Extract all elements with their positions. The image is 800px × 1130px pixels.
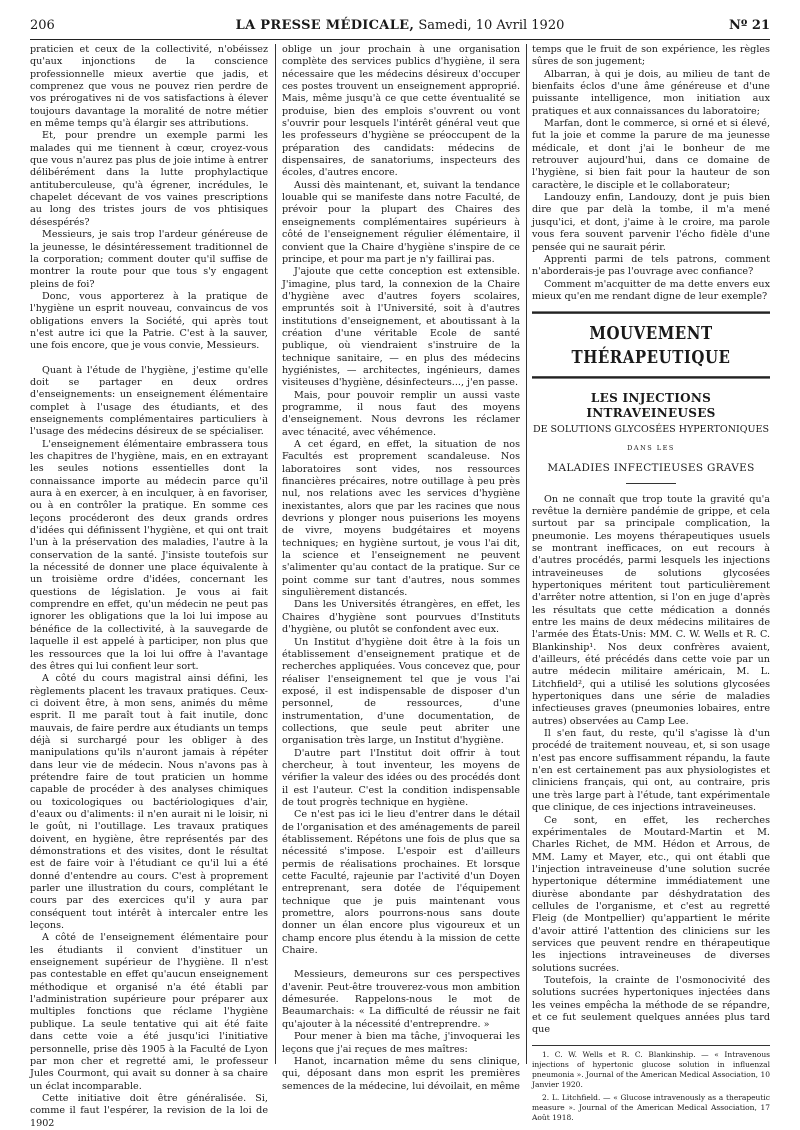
column-divider-2: [526, 44, 527, 1064]
paragraph: oblige un jour prochain à une organisation complète des services publics d'hygiène, il sera nécessaire que les médecins désireux d'occuper ces postes trouvent un enseignement approprié. Mais, même jusqu'à ce que cette éventualité se produise, bien des emplois s'ouvrent ou vont s'ouvrir pour lesquels l'intérêt général veut que les professeurs d'hygiène se préoccupent de la préparation des candidats: médecins de dispensaires, de sanatoriums, inspecteurs des écoles, d'autres encore.: [282, 44, 520, 179]
paragraph: Marfan, dont le commerce, si orné et si élevé, fut la joie et comme la parure de ma jeunesse médicale, et dont j'ai le bonheur de me retrouver aujourd'hui, dans ce domaine de l'hygiène, si bien fait pour la hauteur de son caractère, le disciple et le collaborateur;: [532, 118, 770, 191]
paragraph: Aussi dès maintenant, et, suivant la tendance louable qui se manifeste dans notre Faculté, de prévoir pour la plupart des Chaires des enseignements complémentaires supérieurs à côté de l'enseignement régulier élémentaire, il convient que la Chaire d'hygiène s'inspire de ce principe, et pour ma part je n'y faillirai pas.: [282, 179, 520, 265]
column-divider-1: [275, 44, 276, 1064]
article-connector: DANS LES: [627, 444, 675, 453]
paragraph: Landouzy enfin, Landouzy, dont je puis bien dire que par delà la tombe, il m'a mené jusqu'ici, et dont, j'aime à le croire, ma parole vous fera souvent parvenir l'écho fidèle d'une pensée qui ne saurait périr.: [532, 192, 770, 253]
paragraph: temps que le fruit de son expérience, les règles sûres de son jugement;: [532, 44, 770, 68]
title-rule: [626, 483, 676, 484]
paragraph: Messieurs, demeurons sur ces perspectives d'avenir. Peut-être trouverez-vous mon ambition démesurée. Rappelons-nous le mot de Beaumarchais: « La difficulté de réussir ne fait qu'ajouter à la nécessité d'entreprendre. »: [282, 969, 520, 1030]
paragraph: Et, pour prendre un exemple parmi les malades qui me tiennent à cœur, croyez-vous que vous n'aurez pas plus de joie intime à entrer délibérément dans la lutte prophylactique antituberculeuse, qu'à égrener, incrédules, le chapelet décevant de vos vaines prescriptions au long des tristes jours de vos phtisiques désespérés?: [30, 130, 268, 228]
footnote: 1. C. W. Wells et R. C. Blankinship. — « Intravenous injections of hypertonic glucose solution in influenzal pneumonia ». Journal of the American Medical Association, 10 Janvier 1920.: [532, 1049, 770, 1089]
paragraph: A côté de l'enseignement élémentaire pour les étudiants il convient d'instituer un enseignement supérieur de l'hygiène. Il n'est pas contestable en effet qu'aucun enseignement méthodique et organisé n'a été établi par l'administration supérieure pour préparer aux multiples fonctions que réclame l'hygiène publique. La seule tentative qui ait été faite dans cette voie a été jusqu'ici l'initiative personnelle, prise dès 1905 à la Faculté de Lyon par mon cher et regretté ami, le professeur Jules Courmont, qui avait su donner à sa chaire un éclat incomparable.: [30, 932, 268, 1092]
header-rule: [30, 39, 770, 40]
article-subtitle: DE SOLUTIONS GLYCOSÉES HYPERTONIQUES: [532, 424, 770, 436]
paragraph: Quant à l'étude de l'hygiène, j'estime qu'elle doit se partager en deux ordres d'enseignements: un enseignement élémentaire complet à l'usage des étudiants, et des enseignements complémentaires particuliers à l'usage des médecins désireux de se spécialiser.: [30, 364, 268, 438]
paragraph: praticien et ceux de la collectivité, n'obéissez qu'aux injonctions de la conscience professionnelle mieux avertie que jadis, et comprenez que vous ne pouvez rien perdre de vos prérogatives ni de vos satisfactions à élever toujours davantage la moralité de notre métier en même temps qu'à élargir ses attributions.: [30, 44, 268, 130]
page-number: 206: [30, 18, 55, 33]
paragraph: D'autre part l'Institut doit offrir à tout chercheur, à tout inventeur, les moyens de vérifier la valeur des idées ou des procédés dont il est l'auteur. C'est la condition indispensable de tout progrès technique en hygiène.: [282, 747, 520, 808]
paragraph: Toutefois, la crainte de l'osmonocivité des solutions sucrées hypertoniques injectées dans les veines empêcha la méthode de se répandre, et ce fut seulement quelques années plus tard que: [532, 974, 770, 1036]
paragraph: J'ajoute que cette conception est extensible. J'imagine, plus tard, la connexion de la Chaire d'hygiène avec d'autres foyers scolaires, empruntés soit à l'Université, soit à d'autres institutions d'enseignement, et aboutissant à la création d'une véritable Ecole de santé publique, où viendraient s'instruire de la technique sanitaire, — en plus des médecins hygiénistes, — architectes, ingénieurs, dames visiteuses d'hygiène, désinfecteurs..., j'en passe.: [282, 266, 520, 389]
paragraph: Mais, pour pouvoir remplir un aussi vaste programme, il nous faut des moyens d'enseignement. Nous devrons les réclamer avec ténacité, avec véhémence.: [282, 389, 520, 438]
footnote: 2. L. Litchfield. — « Glucose intravenously as a therapeutic measure ». Journal of the American Medical Association, 17 Août 1918.: [532, 1092, 770, 1122]
paragraph: Albarran, à qui je dois, au milieu de tant de bienfaits éclos d'une âme généreuse et d'une puissante intelligence, mon initiation aux pratiques et aux connaissances du laboratoire;: [532, 68, 770, 117]
paragraph: Un Institut d'hygiène doit être à la fois un établissement d'enseignement pratique et de recherches appliquées. Vous concevez que, pour réaliser l'enseignement tel que je vous l'ai exposé, il est indispensable de disposer d'un personnel, de ressources, d'une instrumentation, d'une documentation, de collections, que seule peut abriter une organisation très large, un Institut d'hygiène.: [282, 636, 520, 747]
paragraph: Dans les Universités étrangères, en effet, les Chaires d'hygiène sont pourvues d'Instituts d'hygiène, ou plutôt se confondent avec eux.: [282, 599, 520, 636]
paragraph: L'enseignement élémentaire embrassera tous les chapitres de l'hygiène, mais, en en extrayant les seules notions essentielles dont la connaissance importe au médecin parce qu'il aura à en exercer, à en inculquer, à en favoriser, ou à en contrôler la pratique. En somme ces leçons procéderont des deux grands ordres d'idées qui définissent l'hygiène, et qui ont trait l'un à la préservation des maladies, l'autre à la conservation de la santé. J'insiste toutefois sur la nécessité de donner une place équivalente à un troisième ordre d'idées, concernant les questions de législation. Je vous ai fait comprendre en effet, qu'un médecin ne peut pas ignorer les obligations que la loi lui impose au bénéfice de la collectivité, à la sauvegarde de laquelle il est appelé à participer, non plus que les ressources que la loi lui offre à l'avantage des êtres qui lui confient leur sort.: [30, 438, 268, 672]
paragraph: Cette initiative doit être généralisée. Si, comme il faut l'espérer, la revision de la loi de 1902: [30, 1092, 268, 1129]
journal-name: LA PRESSE MÉDICALE,: [235, 18, 415, 33]
column-middle: [282, 44, 520, 1092]
paragraph: A côté du cours magistral ainsi défini, les règlements placent les travaux pratiques. Ceux-ci doivent être, à mon sens, animés du même esprit. Il me paraît tout à fait inutile, donc mauvais, de faire perdre aux étudiants un temps déjà si surchargé pour les obliger à des manipulations qu'ils n'auront jamais à répéter dans leur vie de médecin. Nous n'avons pas à prétendre faire de tout praticien un homme capable de procéder à des analyses chimiques ou toxicologiques ou bactériologiques d'air, d'eaux ou d'aliments: il n'en aurait ni le loisir, ni le goût, ni l'outillage. Les travaux pratiques doivent, en hygiène, être représentés par des démonstrations et des visites, dont le résultat est de faire voir à l'étudiant ce qu'il lui a été donné d'entendre au cours. C'est à proprement parler une illustration du cours, complétant le cours par des exercices qu'il y aura par conséquent tout intérêt à intercaler entre les leçons.: [30, 673, 268, 932]
paragraph: On ne connaît que trop toute la gravité qu'a revêtue la dernière pandémie de grippe, et cela surtout par sa principale complication, la pneumonie. Les moyens thérapeutiques usuels se montrant inefficaces, on eut recours à d'autres procédés, parmi lesquels les injections intraveineuses de solutions glycosées hypertoniques méritent tout particulièrement d'arrêter notre attention, si l'on en juge d'après les résultats que cette médication a donnés entre les mains de deux médecins militaires de l'armée des États-Unis: MM. C. W. Wells et R. C. Blankinship¹. Nos deux confrères avaient, d'ailleurs, été précédés dans cette voie par un autre médecin militaire américain, M. L. Litchfield², qui a utilisé les solutions glycosées hypertoniques dans une série de maladies infectieuses graves (pneumonies lobaires, entre autres) observées au Camp Lee.: [532, 493, 770, 727]
paragraph: Pour mener à bien ma tâche, j'invoquerai les leçons que j'ai reçues de mes maîtres:: [282, 1031, 520, 1055]
issue-date: Samedi, 10 Avril 1920: [418, 18, 565, 33]
paragraph: Messieurs, je sais trop l'ardeur généreuse de la jeunesse, le désintéressement traditionnel de la corporation; comment douter qu'il suffise de montrer la route pour que tous s'y engagent pleins de foi?: [30, 229, 268, 290]
issue-number: Nº 21: [729, 18, 770, 33]
paragraph: Il s'en faut, du reste, qu'il s'agisse là d'un procédé de traitement nouveau, et, si son usage n'est pas encore suffisamment répandu, la faute n'en est certainement pas aux physiologistes et cliniciens français, qui ont, au contraire, pris une très large part à l'étude, tant expérimentale que clinique, de ces injections intraveineuses.: [532, 728, 770, 814]
paragraph: A cet égard, en effet, la situation de nos Facultés est proprement scandaleuse. Nos laboratoires sont vides, nos ressources financières précaires, notre outillage à peu près nul, nos relations avec les services d'hygiène inexistantes, alors que par les racines que nous devrions y plonger nous puiserions les moyens de vivre, moyens budgétaires et moyens techniques; en hygiène surtout, je vous l'ai dit, la science et l'enseignement ne peuvent s'alimenter qu'au contact de la pratique. Sur ce point comme sur tant d'autres, nous sommes singulièrement distancés.: [282, 439, 520, 599]
paragraph: Apprenti parmi de tels patrons, comment n'aborderais-je pas l'ouvrage avec confiance?: [532, 253, 770, 278]
article-title-second-line: MALADIES INFECTIEUSES GRAVES: [547, 461, 755, 474]
paragraph: Ce sont, en effet, les recherches expérimentales de Moutard-Martin et M. Charles Richet, de MM. Hédon et Arrous, de MM. Lamy et Mayer, etc., qui ont établi que l'injection intraveineuse d'une solution sucrée hypertonique détermine immédiatement une diurèse abondante par déshydratation des cellules de l'organisme, et c'est au regretté Fleig (de Montpellier) qu'appartient le mérite d'avoir attiré l'attention des cliniciens sur les services que peuvent rendre en thérapeutique les injections intraveineuses de diverses solutions sucrées.: [532, 814, 770, 974]
paragraph: Donc, vous apporterez à la pratique de l'hygiène un esprit nouveau, convaincus de vos obligations envers la Société, qui après tout n'est autre ici que la Patrie. C'est à la sauver, une fois encore, que je vous convie, Messieurs.: [30, 290, 268, 352]
running-title: [30, 18, 770, 33]
page-header: [30, 18, 770, 38]
paragraph: Ce n'est pas ici le lieu d'entrer dans le détail de l'organisation et des aménagements de pareil établissement. Répétons une fois de plus que sa nécessité s'impose. L'espoir est d'ailleurs permis de réalisations prochaines. Et lorsque cette Faculté, rajeunie par l'activité d'un Doyen entreprenant, sera dotée de l'équipement technique que je puis maintenant vous promettre, alors pourrons-nous sans doute donner un élan encore plus vigoureux et un champ encore plus étendu à la mission de cette Chaire.: [282, 809, 520, 957]
section-heading: MOUVEMENT THÉRAPEUTIQUE: [532, 312, 770, 379]
column-right: [532, 44, 770, 1122]
article-title: LES INJECTIONS INTRAVEINEUSES: [586, 391, 716, 421]
paragraph: Hanot, incarnation même du sens clinique, qui, déposant dans mon esprit les premières semences de la médecine, lui dévoilait, en même: [282, 1055, 520, 1092]
footnotes: [532, 1045, 770, 1123]
paragraph: Comment m'acquitter de ma dette envers eux mieux qu'en me rendant digne de leur exemple?: [532, 278, 770, 302]
column-left: [30, 44, 268, 1129]
